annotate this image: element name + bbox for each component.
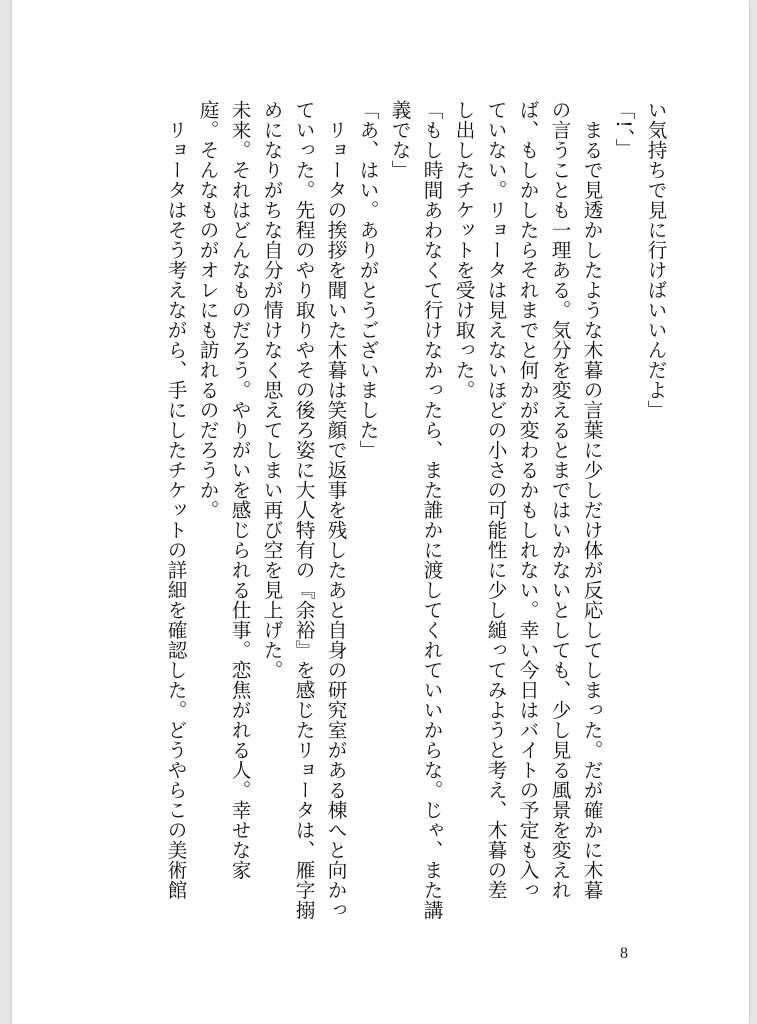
document-page — [12, 0, 749, 1024]
text-line: ば、もしかしたらそれまでと何かが変わるかもしれない。幸い今日はバイトの予定も入っ — [516, 100, 539, 900]
text-line: ていない。リョータは見えないほどの小さの可能性に少し縋ってみようと考え、木暮の差 — [484, 100, 507, 900]
text-line: まるで見透かしたような木暮の言葉に少しだけ体が反応してしまった。だが確かに木暮 — [580, 100, 603, 900]
text-line: 未来。それはどんなものだろう。やりがいを感じられる仕事。恋焦がれる人。幸せな家 — [228, 100, 251, 880]
text-line: ていった。先程のやり取りやその後ろ姿に大人特有の『余裕』を感じたリョータは、雁字搦 — [292, 100, 315, 920]
text-line: 「!、」 — [612, 100, 635, 159]
text-line: 庭。そんなものがオレにも訪れるのだろうか。 — [196, 100, 219, 520]
text-line: い気持ちで見に行けばいいんだよ」 — [644, 100, 667, 420]
text-line: リョータの挨拶を聞いた木暮は笑顔で返事を残したあと自身の研究室がある棟へと向かっ — [324, 100, 347, 920]
text-line: し出したチケットを受け取った。 — [452, 100, 475, 400]
text-line: 「もし時間あわなくて行けなかったら、また誰かに渡してくれていいからな。じゃ、また講 — [420, 100, 443, 920]
text-line: リョータはそう考えながら、手にしたチケットの詳細を確認した。どうやらこの美術館 — [164, 100, 187, 900]
text-line: めになりがちな自分が情けなく思えてしまい再び空を見上げた。 — [260, 100, 283, 680]
text-line: の言うことも一理ある。気分を変えるとまではいかないとしても、少し見る風景を変えれ — [548, 100, 571, 900]
vertical-text-body — [12, 100, 749, 920]
text-line: 義でな」 — [388, 100, 411, 180]
text-line: 「あ、はい。ありがとうございました」 — [356, 100, 379, 460]
page-number: 8 — [620, 945, 628, 962]
